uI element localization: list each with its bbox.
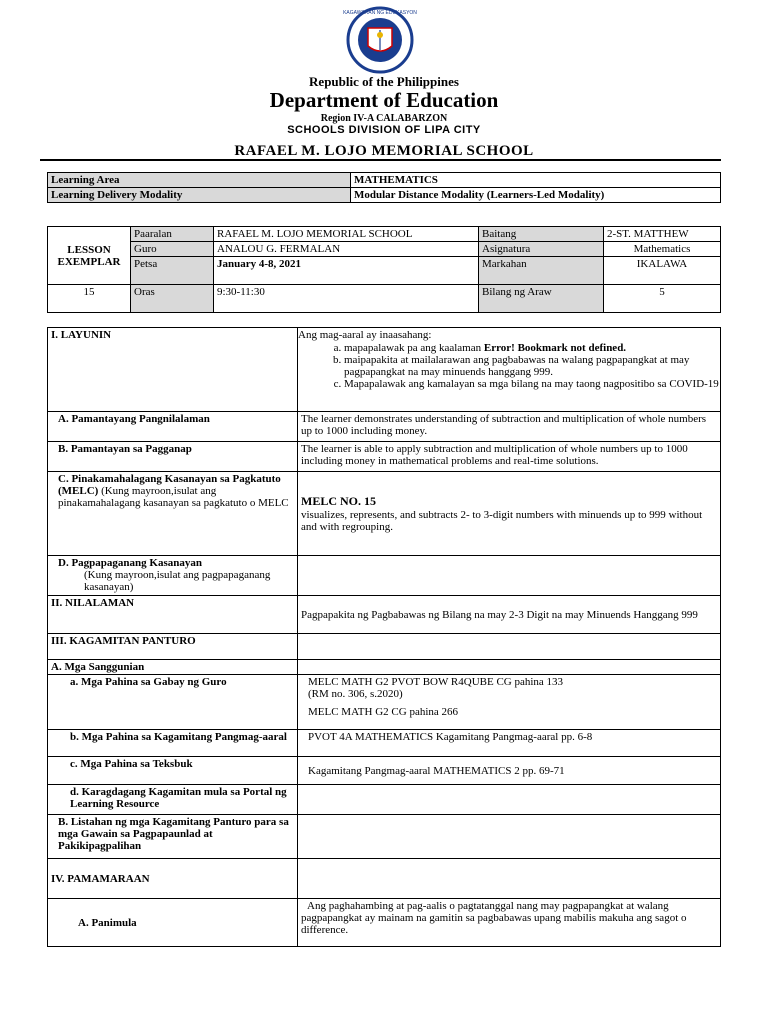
- lesson-exemplar-title: LESSON EXEMPLAR: [48, 227, 131, 285]
- markahan-value: IKALAWA: [604, 257, 721, 285]
- division-line: SCHOOLS DIVISION OF LIPA CITY: [287, 124, 481, 136]
- panimula-label: A. Panimula: [48, 899, 298, 947]
- bilang-label: Bilang ng Araw: [479, 285, 604, 313]
- learning-area-value: MATHEMATICS: [351, 173, 721, 188]
- pamantayang-pangnilalaman-value: The learner demonstrates understanding of subtraction and multiplication of whole numbers up to 1000 including money.: [298, 412, 721, 442]
- layunin-item-c: c. Mapapalawak ang kamalayan sa mga bilang na may taong nagpositibo sa COVID-19: [344, 378, 720, 390]
- listahan-kagamitan-label: B. Listahan ng mga Kagamitang Panturo para sa mga Gawain sa Pagpapaunlad at Pakikipagpalihan: [48, 815, 298, 859]
- melc-number: MELC NO. 15: [301, 493, 376, 508]
- department-title: Department of Education: [269, 88, 499, 112]
- gabay-guro-label: a. Mga Pahina sa Gabay ng Guro: [48, 675, 298, 730]
- panimula-value: Ang paghahambing at pag-aalis o pagtatanggal nang may pagpapangkat at walang pagpapangkat ay mainam na gamitin sa pagbabawas upang mabilis makuha ang sagot o difference.: [298, 899, 721, 947]
- pamantayang-pangnilalaman-label: A. Pamantayang Pangnilalaman: [48, 412, 298, 442]
- baitang-label: Baitang: [479, 227, 604, 242]
- oras-label: Oras: [131, 285, 214, 313]
- kagamitan-value: [298, 634, 721, 660]
- header-rule: [40, 159, 721, 161]
- nilalaman-value: Pagpapakita ng Pagbabawas ng Bilang na may 2-3 Digit na may Minuends Hanggang 999: [298, 596, 721, 634]
- learning-area-label: Learning Area: [48, 173, 351, 188]
- paaralan-label: Paaralan: [131, 227, 214, 242]
- listahan-kagamitan-value: [298, 815, 721, 859]
- modality-label: Learning Delivery Modality: [48, 188, 351, 203]
- oras-value: 9:30-11:30: [214, 285, 479, 313]
- pamantayan-pagganap-value: The learner is able to apply subtraction and multiplication of whole numbers up to 1000 including money in mathematical problems and real-time solutions.: [298, 442, 721, 472]
- petsa-label: Petsa: [131, 257, 214, 285]
- learning-area-table: [47, 172, 721, 203]
- sanggunian-value: [298, 660, 721, 675]
- seal-text: KAGAWARAN NG EDUKASYON: [343, 10, 417, 16]
- pagpapaganang-label: D. Pagpapaganang Kasanayan (Kung mayroon,isulat ang pagpapaganang kasanayan): [48, 556, 298, 596]
- layunin-label: I. LAYUNIN: [48, 328, 298, 412]
- pamamaraan-value: [298, 859, 721, 899]
- pamantayan-pagganap-label: B. Pamantayan sa Pagganap: [48, 442, 298, 472]
- lesson-exemplar-table: [47, 226, 721, 313]
- region-line: Region IV-A CALABARZON: [320, 113, 448, 124]
- kagamitan-label: III. KAGAMITAN PANTURO: [48, 634, 298, 660]
- pagpapaganang-value: [298, 556, 721, 596]
- deped-seal-logo: [334, 6, 426, 74]
- layunin-intro: Ang mag-aaral ay inaasahang:: [298, 329, 432, 341]
- modality-value: Modular Distance Modality (Learners-Led Modality): [351, 188, 721, 203]
- school-name: RAFAEL M. LOJO MEMORIAL SCHOOL: [234, 143, 534, 159]
- gabay-guro-value: MELC MATH G2 PVOT BOW R4QUBE CG pahina 133 (RM no. 306, s.2020) MELC MATH G2 CG pahina 266: [298, 675, 721, 730]
- guro-value: ANALOU G. FERMALAN: [214, 242, 479, 257]
- layunin-item-a: a. mapapalawak pa ang kaalaman Error! Bookmark not defined.: [344, 342, 720, 354]
- teksbuk-value: Kagamitang Pangmag-aaral MATHEMATICS 2 pp. 69-71: [298, 757, 721, 785]
- melc-value: visualizes, represents, and subtracts 2- to 3-digit numbers with minuends up to 999 without and with regrouping.: [301, 508, 703, 533]
- republic-line: Republic of the Philippines: [309, 74, 459, 89]
- bilang-value: 5: [604, 285, 721, 313]
- asignatura-label: Asignatura: [479, 242, 604, 257]
- karagdagang-kagamitan-value: [298, 785, 721, 815]
- melc-label: C. Pinakamahalagang Kasanayan sa Pagkatuto (MELC) (Kung mayroon,isulat ang pinakamahalagang kasanayan sa pagkatuto o MELC: [48, 472, 298, 556]
- kagamitang-pangmag-aaral-label: b. Mga Pahina sa Kagamitang Pangmag-aaral: [48, 730, 298, 757]
- asignatura-value: Mathematics: [604, 242, 721, 257]
- baitang-value: 2-ST. MATTHEW: [604, 227, 721, 242]
- layunin-list: [298, 342, 720, 390]
- paaralan-value: RAFAEL M. LOJO MEMORIAL SCHOOL: [214, 227, 479, 242]
- markahan-label: Markahan: [479, 257, 604, 285]
- lesson-plan-table: [47, 327, 721, 947]
- guro-label: Guro: [131, 242, 214, 257]
- petsa-value: January 4-8, 2021: [214, 257, 479, 285]
- pamamaraan-label: IV. PAMAMARAAN: [48, 859, 298, 899]
- nilalaman-label: II. NILALAMAN: [48, 596, 298, 634]
- layunin-item-b: b. maipapakita at mailalarawan ang pagbabawas na walang pagpapangkat at may pagpapangkat na may minuends hanggang 999.: [344, 354, 720, 378]
- day-number: 15: [48, 285, 131, 313]
- karagdagang-kagamitan-label: d. Karagdagang Kagamitan mula sa Portal ng Learning Resource: [48, 785, 298, 815]
- teksbuk-label: c. Mga Pahina sa Teksbuk: [48, 757, 298, 785]
- kagamitang-pangmag-aaral-value: PVOT 4A MATHEMATICS Kagamitang Pangmag-aaral pp. 6-8: [298, 730, 721, 757]
- sanggunian-label: A. Mga Sanggunian: [48, 660, 298, 675]
